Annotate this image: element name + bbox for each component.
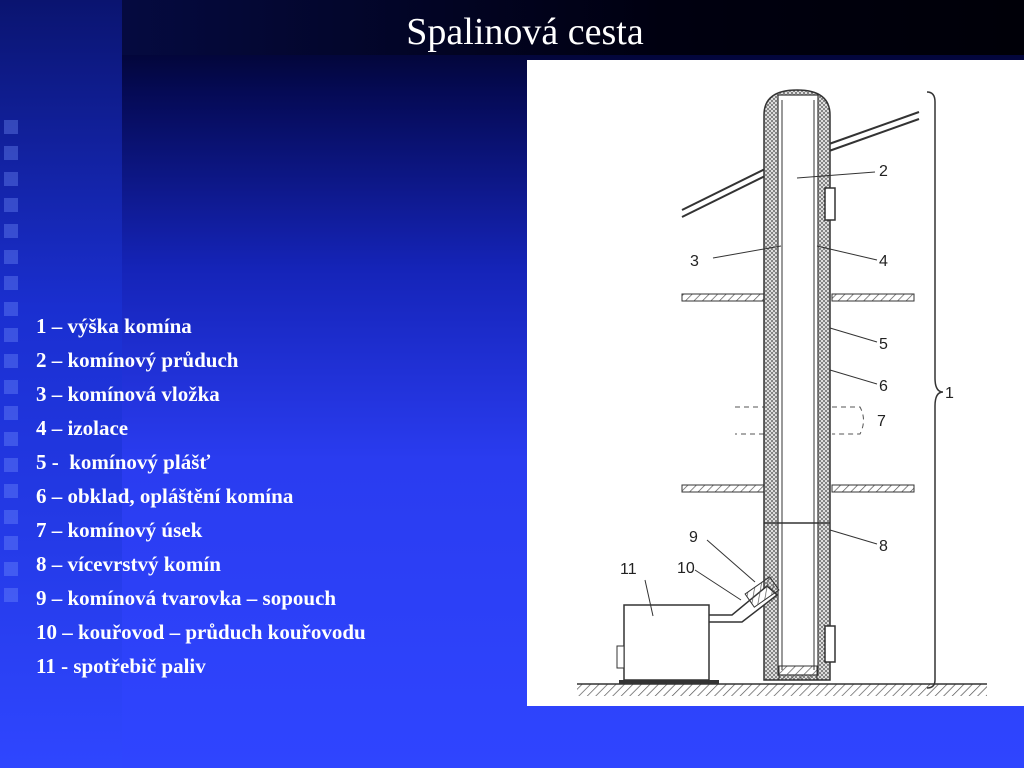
legend-item: 1 – výška komína xyxy=(36,314,192,338)
label-1: 1 xyxy=(945,385,954,402)
label-4: 4 xyxy=(879,253,888,270)
decorative-squares xyxy=(4,120,32,640)
legend-item: 8 – vícevrstvý komín xyxy=(36,552,221,576)
label-9: 9 xyxy=(689,529,698,546)
legend-item: 3 – komínová vložka xyxy=(36,382,220,406)
slide-title: Spalinová cesta xyxy=(406,11,644,53)
label-7: 7 xyxy=(877,413,886,430)
legend-item: 5 - komínový plášť xyxy=(36,450,211,474)
legend-list xyxy=(36,309,366,683)
chimney-diagram-svg xyxy=(527,60,1024,706)
appliance xyxy=(617,605,719,684)
chimney-diagram xyxy=(527,60,1024,706)
label-2: 2 xyxy=(879,163,888,180)
roof-right xyxy=(829,112,919,151)
legend-item: 4 – izolace xyxy=(36,416,129,440)
leader-lines xyxy=(645,172,877,616)
roof-left xyxy=(682,168,767,217)
legend-item: 9 – komínová tvarovka – sopouch xyxy=(36,586,337,610)
chimney-door-bottom xyxy=(825,626,835,662)
legend-item: 2 – komínový průduch xyxy=(36,348,239,372)
label-6: 6 xyxy=(879,378,888,395)
legend-item: 11 - spotřebič paliv xyxy=(36,654,206,678)
chimney-door-top xyxy=(825,188,835,220)
label-8: 8 xyxy=(879,538,888,555)
label-5: 5 xyxy=(879,336,888,353)
legend-item: 7 – komínový úsek xyxy=(36,518,203,542)
height-bracket xyxy=(927,92,943,688)
legend-item: 10 – kouřovod – průduch kouřovodu xyxy=(36,620,366,644)
ground xyxy=(577,684,987,696)
label-11: 11 xyxy=(620,561,637,578)
legend-item: 6 – obklad, opláštění komína xyxy=(36,484,294,508)
label-3: 3 xyxy=(690,253,699,270)
label-10: 10 xyxy=(677,560,695,577)
